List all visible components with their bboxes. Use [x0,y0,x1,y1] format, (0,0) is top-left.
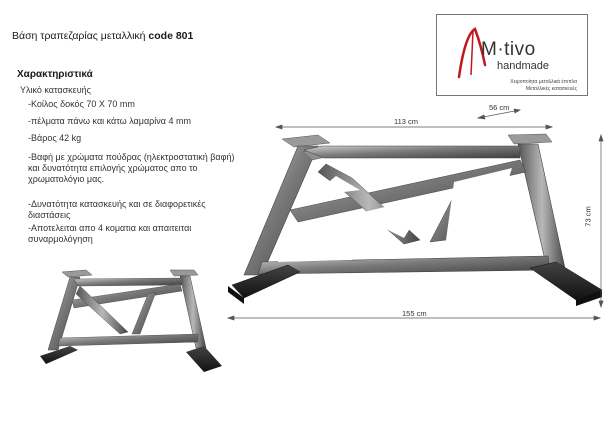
product-code: code 801 [148,30,194,42]
specs-heading: Χαρακτηριστικά [17,69,93,80]
spec-assembly: -Αποτελειται απο 4 κοματια και απαιτειται συναρμολόγηση [28,223,192,244]
small-table-base [40,270,222,372]
spec-beam: -Κοίλος δοκός 70 X 70 mm [28,99,135,109]
logo-subtitle: handmade [497,60,549,72]
large-table-base [228,134,602,306]
dim-depth: 56 cm [489,103,510,112]
dim-bottom-width: 155 cm [402,309,427,318]
title-text: Βάση τραπεζαρίας μεταλλική [12,30,149,42]
logo-tagline-2: Μεταλλικές κατασκευές [525,86,577,92]
spec-material: Υλικό κατασκευής [20,85,91,95]
logo-tagline-1: Χειροποίητα μεταλλικά έπιπλα [510,79,577,85]
spec-plates: -πέλματα πάνω και κάτω λαμαρίνα 4 mm [28,116,191,126]
spec-paint: -Βαφή με χρώματα πούδρας (ηλεκτροστατική βαφή) και δυνατότητα επιλογής χρώματος απο το χρωματολόγιο μας. [28,152,235,184]
logo-wordmark: M·tivo [481,39,536,60]
dim-height: 73 cm [583,206,593,227]
spec-weight: -Βάρος 42 kg [28,133,82,143]
dim-top-width: 113 cm [394,117,419,126]
spec-custom-size: -Δυνατότητα κατασκευής και σε διαφορετικές διαστάσεις [28,199,206,220]
